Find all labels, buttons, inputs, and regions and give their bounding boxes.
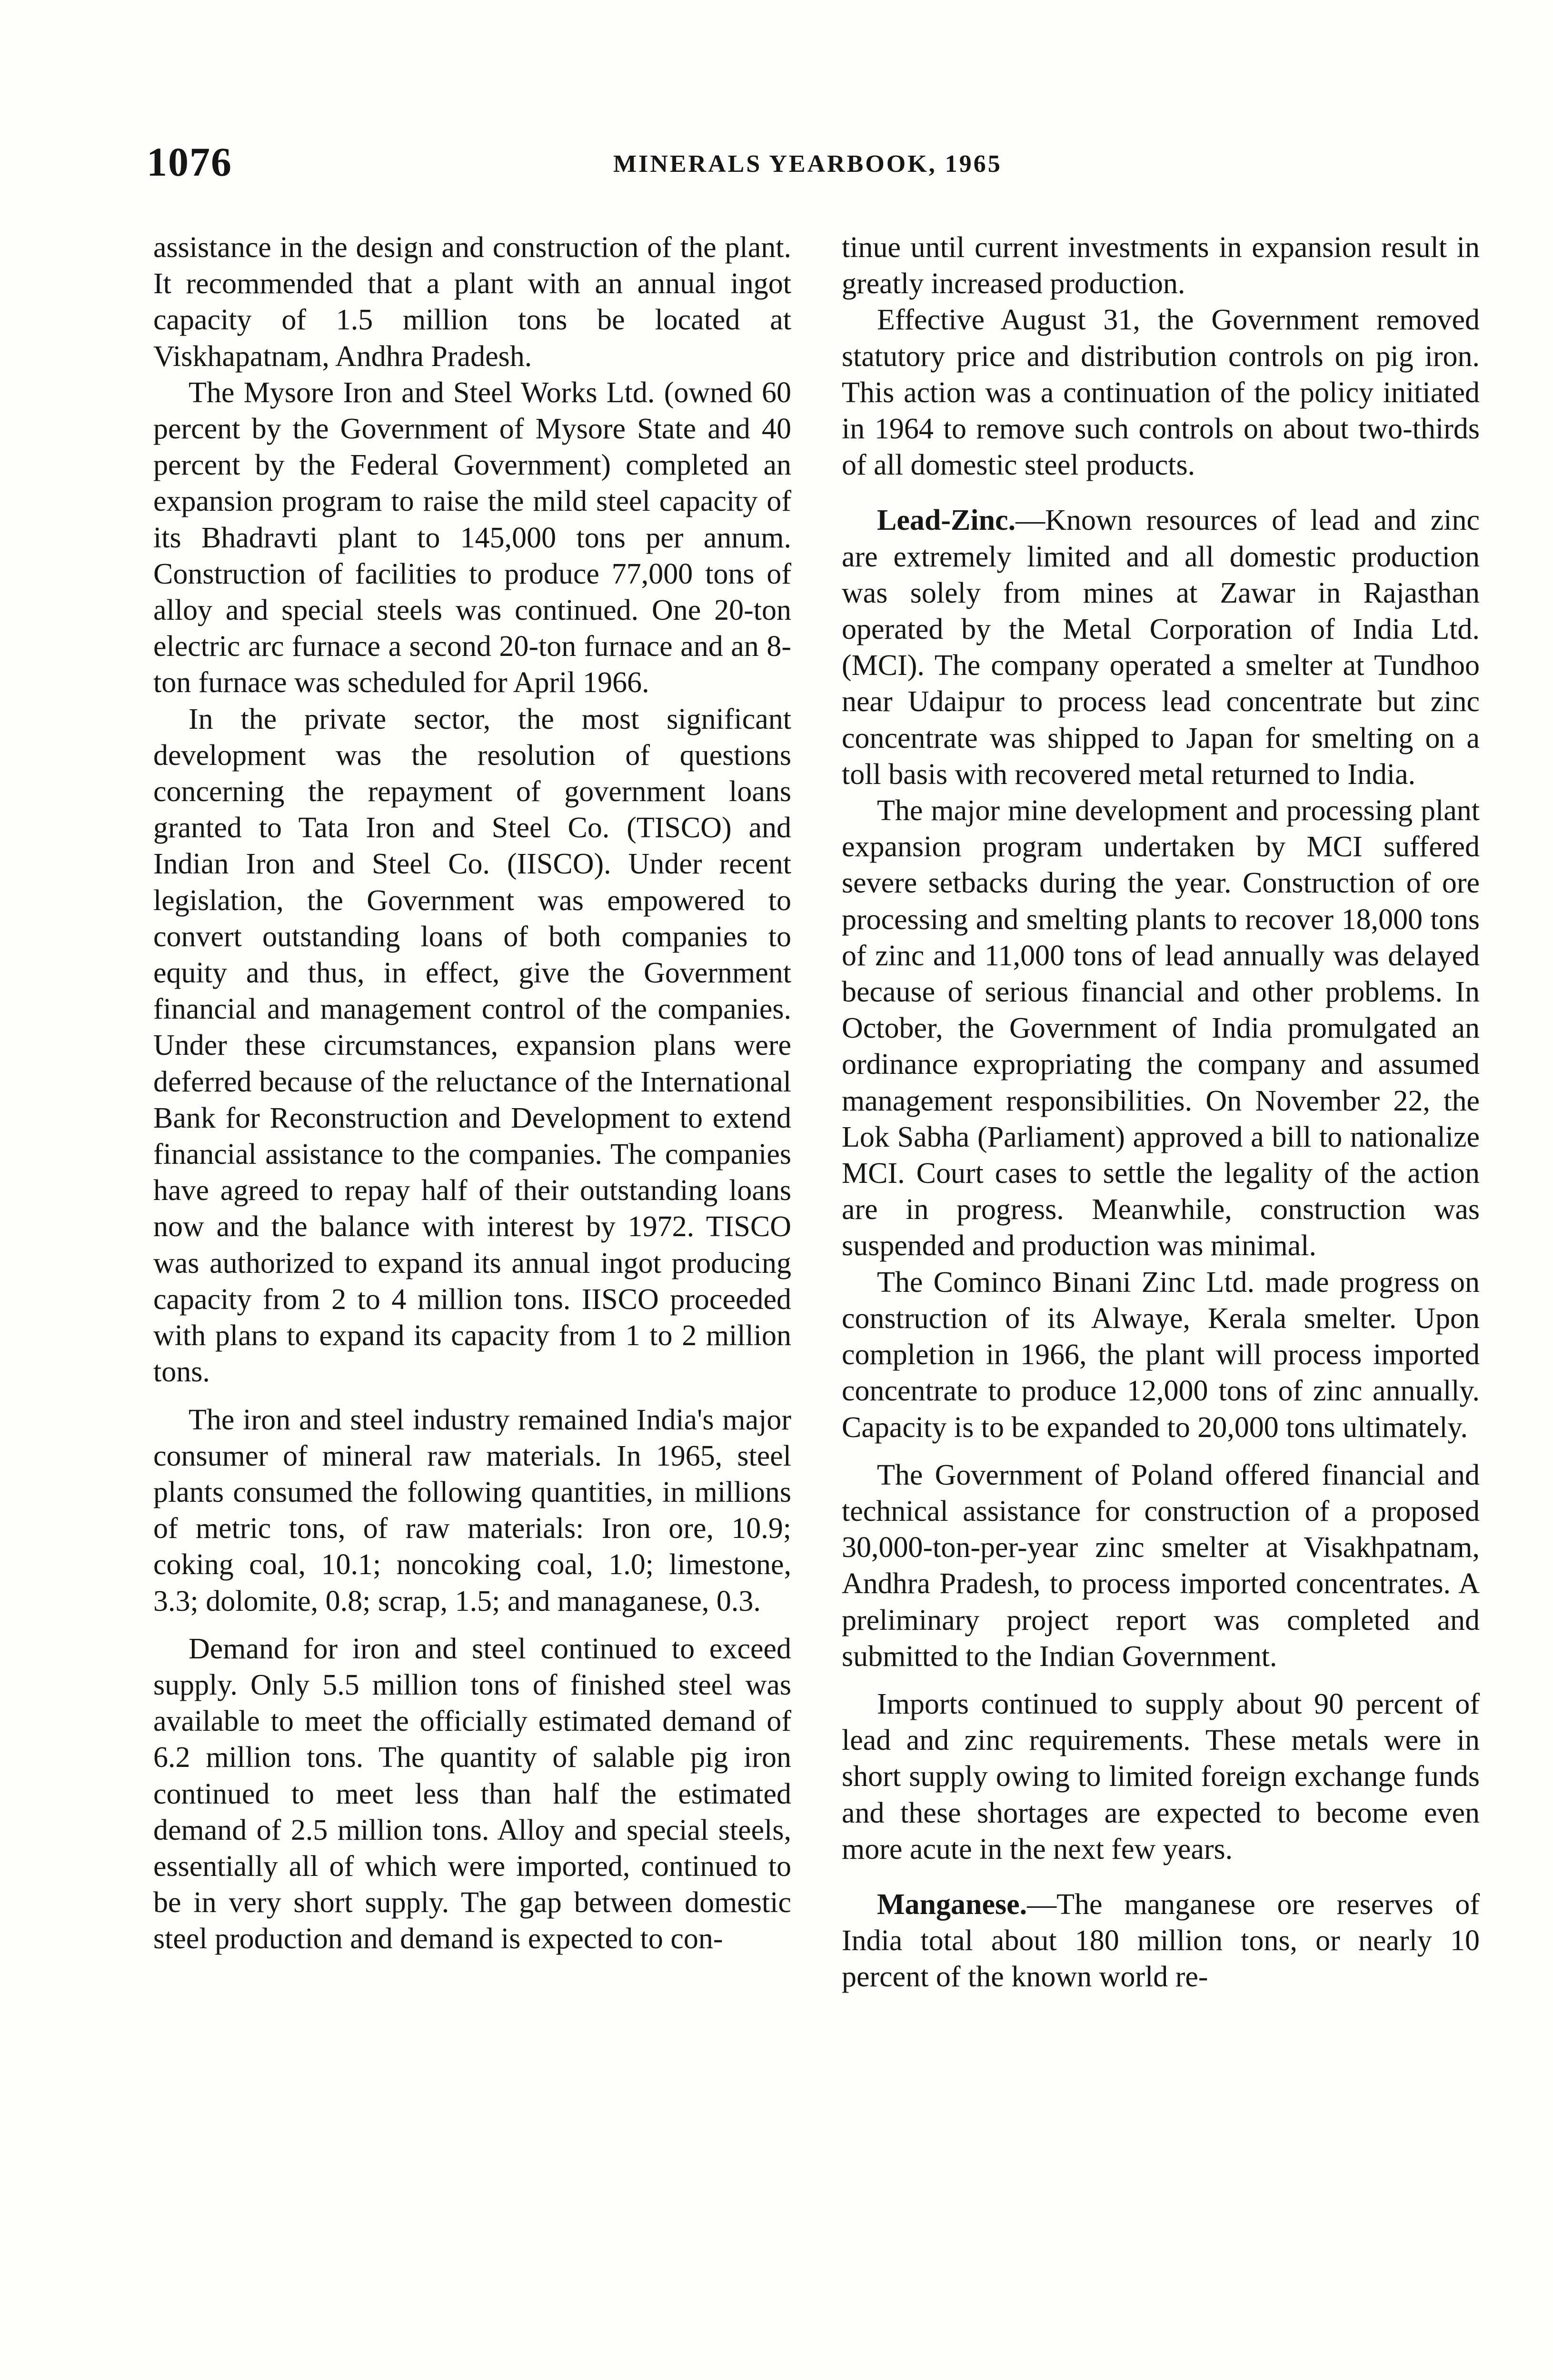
paragraph: In the private sector, the most significant development was the resolution of questions concerning the repayment of government loans granted to Tata Iron and Steel Co. (TISCO) and Indian Iron and Steel Co. (IISCO). Under recent legislation, the Government was empowered to convert outstanding loans of both companies to equity and thus, in effect, give the Government financial and management control of the companies. Under these circumstances, expansion plans were deferred because of the reluctance of the International Bank for Reconstruction and Development to extend financial assistance to the companies. The companies have agreed to repay half of their outstanding loans now and the balance with interest by 1972. TISCO was authorized to expand its annual ingot producing capacity from 2 to 4 million tons. IISCO proceeded with plans to expand its capacity from 1 to 2 million tons.: [153, 703, 791, 1388]
paragraph: assistance in the design and construction of the plant. It recommended that a plant with an annual ingot capacity of 1.5 million tons be located at Viskhapatnam, Andhra Pradesh.: [153, 231, 791, 373]
paragraph: Demand for iron and steel continued to exceed supply. Only 5.5 million tons of finished steel was available to meet the officially estimated demand of 6.2 million tons. The quantity of salable pig iron continued to meet less than half the estimated demand of 2.5 million tons. Alloy and special steels, essentially all of which were imported, continued to be in very short supply. The gap between domestic steel production and demand is expected to con-: [153, 1632, 791, 1955]
paragraph: The Government of Poland offered financial and technical assistance for construction of a proposed 30,000-ton-per-year zinc smelter at Visakhpatnam, Andhra Pradesh, to process imported concentrates. A preliminary project report was completed and submitted to the Indian Government.: [842, 1458, 1480, 1673]
paragraph: The major mine development and processing plant expansion program undertaken by MCI suffered severe setbacks during the year. Construction of ore processing and smelting plants to recover 18,000 tons of zinc and 11,000 tons of lead annually was delayed because of serious financial and other problems. In October, the Government of India promulgated an ordinance expropriating the company and assumed management responsibilities. On November 22, the Lok Sabha (Parliament) approved a bill to nationalize MCI. Court cases to settle the legality of the action are in progress. Meanwhile, construction was suspended and production was minimal.: [842, 794, 1480, 1262]
paragraph: Imports continued to supply about 90 percent of lead and zinc requirements. These metals were in short supply owing to limited foreign exchange funds and these shortages are expected to become even more acute in the next few years.: [842, 1687, 1480, 1865]
paragraph-body: —Known resources of lead and zinc are extremely limited and all domestic production was solely from mines at Zawar in Rajasthan operated by the Metal Corporation of India Ltd. (MCI). The company operated a smelter at Tundhoo near Udaipur to process lead concentrate but zinc concentrate was shipped to Japan for smelting on a toll basis with recovered metal returned to India.: [842, 504, 1480, 791]
paragraph: The Mysore Iron and Steel Works Ltd. (owned 60 percent by the Government of Mysore State and 40 percent by the Federal Government) completed an expansion program to raise the mild steel capacity of its Bhadravti plant to 145,000 tons per annum. Construction of facilities to produce 77,000 tons of alloy and special steels was continued. One 20-ton electric arc furnace a second 20-ton furnace and an 8-ton furnace was scheduled for April 1966.: [153, 376, 791, 699]
right-column: [842, 229, 1480, 1995]
page-header: [147, 136, 1489, 193]
paragraph: The iron and steel industry remained India's major consumer of mineral raw materials. In 1965, steel plants consumed the following quantities, in millions of metric tons, of raw materials: Iron ore, 10.9; coking coal, 10.1; noncoking coal, 1.0; limestone, 3.3; dolomite, 0.8; scrap, 1.5; and managanese, 0.3.: [153, 1403, 791, 1617]
paragraph: tinue until current investments in expansion result in greatly increased production.: [842, 231, 1480, 300]
paragraph: The Cominco Binani Zinc Ltd. made progress on construction of its Alwaye, Kerala smelter. Upon completion in 1966, the plant will process imported concentrate to produce 12,000 tons of zinc annually. Capacity is to be expanded to 20,000 tons ultimately.: [842, 1266, 1480, 1444]
section-heading-manganese: Manganese.: [877, 1888, 1027, 1921]
paragraph-manganese: [842, 1886, 1480, 1995]
section-heading-lead-zinc: Lead-Zinc.: [877, 504, 1016, 537]
paragraph-lead-zinc: [842, 502, 1480, 793]
left-column: [153, 229, 791, 1957]
running-title: MINERALS YEARBOOK, 1965: [613, 150, 1002, 178]
paragraph: Effective August 31, the Government removed statutory price and distribution controls on pig iron. This action was a continuation of the policy initiated in 1964 to remove such controls on about two-thirds of all domestic steel products.: [842, 304, 1480, 482]
paragraph-body: —The manganese ore reserves of India total about 180 million tons, or nearly 10 percent of the known world re-: [842, 1888, 1480, 1993]
page-number: 1076: [147, 139, 232, 185]
